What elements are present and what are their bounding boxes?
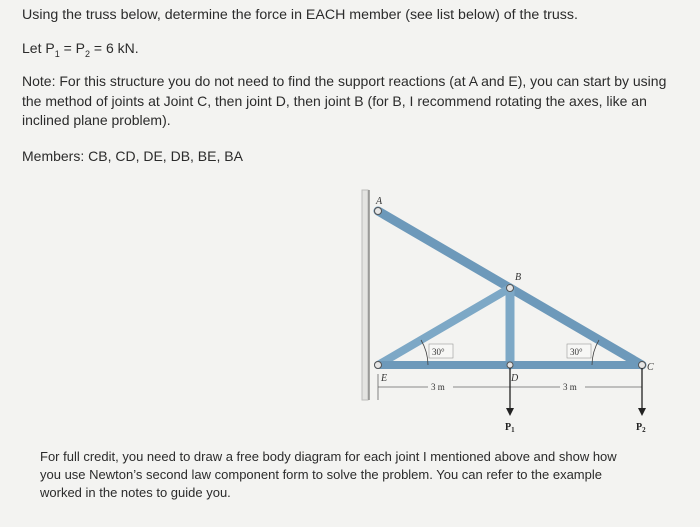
member-ba xyxy=(378,211,510,288)
load-values-suffix: = 6 kN. xyxy=(90,40,139,56)
dim-right: 3 m xyxy=(563,382,577,392)
pin-b xyxy=(507,285,514,292)
support-wall xyxy=(362,190,368,400)
angle-right: 30° xyxy=(570,347,583,357)
pin-e xyxy=(375,362,382,369)
credit-note-line-1: For full credit, you need to draw a free body diagram for each joint I mentioned above and show how xyxy=(40,449,617,464)
load-values-prefix: Let P xyxy=(22,40,55,56)
load-values-sub2: 2 xyxy=(85,48,91,59)
pin-c xyxy=(639,362,646,369)
label-e: E xyxy=(381,373,388,384)
truss-diagram xyxy=(350,178,670,448)
label-b: B xyxy=(515,272,522,283)
note-line-1: Note: For this structure you do not need to find the support reactions (at A and E), you can start by using xyxy=(22,73,667,89)
label-c: C xyxy=(647,362,654,373)
load-values-sub1: 1 xyxy=(54,48,60,59)
load-p1-arrowhead xyxy=(506,408,514,416)
load-p2-arrowhead xyxy=(638,408,646,416)
dim-left: 3 m xyxy=(431,382,445,392)
credit-note-line-3: worked in the notes to guide you. xyxy=(40,485,231,500)
pin-d xyxy=(507,362,513,368)
load-p2-label: $P_2$ xyxy=(636,422,646,434)
label-a: A xyxy=(376,196,383,207)
credit-note-line-2: you use Newton’s second law component form to solve the problem. You can refer to the example xyxy=(40,467,602,482)
angle-left: 30° xyxy=(432,347,445,357)
load-p1-label: $P_1$ xyxy=(505,422,515,434)
note-line-2: the method of joints at Joint C, then joint D, then joint B (for B, I recommend rotating the axes, like an xyxy=(22,93,647,109)
pin-a xyxy=(375,208,382,215)
label-d: D xyxy=(511,373,519,384)
note-line-3: inclined plane problem). xyxy=(22,112,171,128)
load-values xyxy=(22,39,139,64)
members-list: Members: CB, CD, DE, DB, BE, BA xyxy=(22,148,243,164)
problem-intro: Using the truss below, determine the force in EACH member (see list below) of the truss. xyxy=(22,7,578,23)
load-values-mid: = P xyxy=(59,40,86,56)
